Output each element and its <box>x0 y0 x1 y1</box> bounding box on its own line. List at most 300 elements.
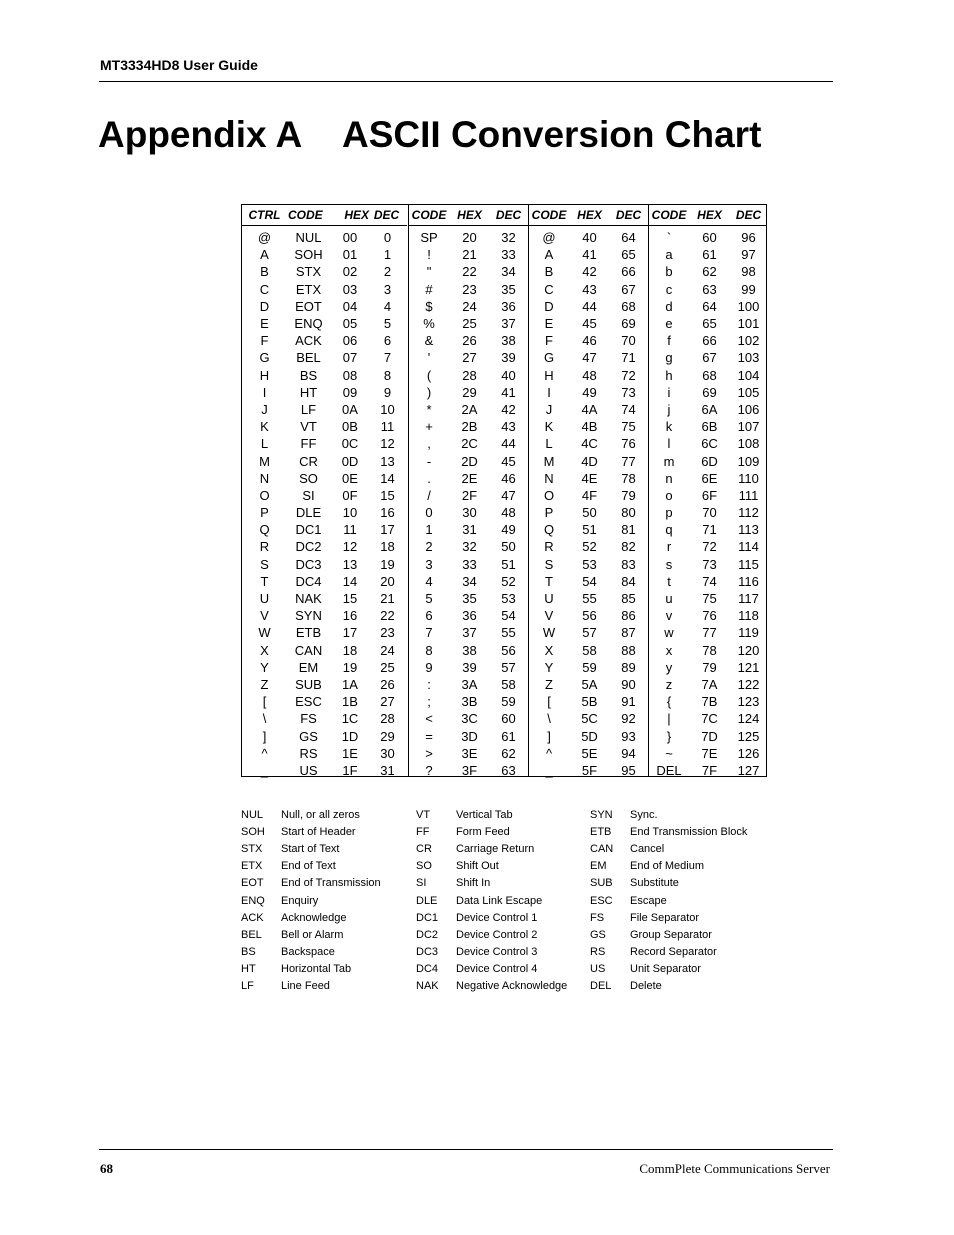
legend-abbreviation: ACK <box>241 911 264 924</box>
dec-cell: 94 <box>621 745 636 761</box>
dec-cell: 40 <box>501 367 516 383</box>
legend-description: Null, or all zeros <box>281 808 360 821</box>
hex-cell: 5C <box>581 711 598 727</box>
hex-cell: 78 <box>702 642 717 658</box>
code-cell: x <box>665 642 673 658</box>
code-cell: g <box>665 350 673 366</box>
code-cell: Y <box>544 659 554 675</box>
code-cell: US <box>299 762 318 778</box>
hex-cell: 05 <box>342 316 358 332</box>
dec-cell: 31 <box>380 762 395 778</box>
dec-cell: 118 <box>738 608 759 624</box>
ctrl-cell: V <box>260 608 269 624</box>
dec-cell: 2 <box>383 264 392 280</box>
hex-cell: 24 <box>462 298 477 314</box>
dec-cell: 25 <box>380 659 395 675</box>
code-cell: - <box>426 453 432 469</box>
page-number: 68 <box>100 1161 113 1176</box>
dec-cell: 37 <box>501 316 516 332</box>
table-row <box>529 710 649 727</box>
table-row <box>649 246 767 263</box>
table-row <box>529 762 649 779</box>
legend-abbreviation: FF <box>416 825 430 838</box>
code-cell: { <box>666 694 672 710</box>
dec-cell: 110 <box>738 470 759 486</box>
hex-cell: 01 <box>342 247 358 263</box>
hex-cell: 79 <box>702 659 717 675</box>
table-row <box>529 401 649 418</box>
ctrl-cell: @ <box>257 230 272 246</box>
legend-abbreviation: RS <box>590 946 606 959</box>
hex-cell: 6A <box>701 401 718 417</box>
legend-item <box>416 806 591 823</box>
hex-cell: 5E <box>581 745 598 761</box>
hex-cell: 29 <box>462 384 477 400</box>
dec-cell: 29 <box>380 728 395 744</box>
code-cell: ETX <box>295 281 322 297</box>
code-cell: d <box>665 298 673 314</box>
dec-cell: 111 <box>738 487 759 503</box>
legend-abbreviation: NAK <box>416 980 439 993</box>
hex-cell: 35 <box>462 591 477 607</box>
table-row <box>529 452 649 469</box>
code-cell: Z <box>545 676 553 692</box>
dec-cell: 92 <box>621 711 636 727</box>
ctrl-cell: Y <box>260 659 269 675</box>
hex-cell: 19 <box>342 659 358 675</box>
code-cell: s <box>665 556 673 572</box>
table-row <box>649 745 767 762</box>
table-row <box>242 332 407 349</box>
dec-cell: 83 <box>621 556 636 572</box>
table-row <box>409 624 529 641</box>
column-group-control <box>242 205 407 776</box>
table-row <box>649 538 767 555</box>
code-cell: / <box>427 487 431 503</box>
legend-abbreviation: ENQ <box>241 894 265 907</box>
table-row <box>649 281 767 298</box>
dec-cell: 113 <box>738 522 759 538</box>
hex-cell: 69 <box>702 384 717 400</box>
legend-abbreviation: ETB <box>590 825 612 838</box>
legend-description: Device Control 1 <box>456 911 538 924</box>
dec-cell: 23 <box>380 625 395 641</box>
dec-cell: 17 <box>380 522 395 538</box>
ctrl-cell: K <box>260 419 269 435</box>
dec-cell: 75 <box>621 419 636 435</box>
table-row <box>242 573 407 590</box>
dec-cell: 64 <box>621 230 636 246</box>
legend-column <box>241 806 416 995</box>
hex-cell: 6D <box>701 453 718 469</box>
dec-cell: 86 <box>621 608 636 624</box>
legend-item <box>590 944 765 961</box>
hex-cell: 4B <box>581 419 598 435</box>
code-cell: l <box>667 436 671 452</box>
hex-cell: 7D <box>701 728 718 744</box>
legend-abbreviation: STX <box>241 842 263 855</box>
code-cell: @ <box>542 230 556 246</box>
hex-cell: 52 <box>582 539 597 555</box>
legend-abbreviation: SUB <box>590 877 613 890</box>
hex-cell: 51 <box>582 522 597 538</box>
dec-cell: 32 <box>501 230 516 246</box>
code-cell: 8 <box>425 642 433 658</box>
hex-cell: 74 <box>702 573 717 589</box>
hex-cell: 0F <box>342 487 358 503</box>
code-cell: K <box>544 419 554 435</box>
hex-cell: 56 <box>582 608 597 624</box>
hex-cell: 28 <box>462 367 477 383</box>
table-row <box>649 504 767 521</box>
dec-cell: 45 <box>501 453 516 469</box>
header-dec: DEC <box>615 208 642 222</box>
hex-cell: 3A <box>461 676 478 692</box>
dec-cell: 60 <box>501 711 516 727</box>
ctrl-cell: Z <box>260 676 269 692</box>
hex-cell: 44 <box>582 298 597 314</box>
header-dec: DEC <box>373 208 400 222</box>
code-cell: M <box>543 453 555 469</box>
code-cell: EOT <box>295 298 322 314</box>
dec-cell: 107 <box>737 419 760 435</box>
ctrl-cell: W <box>258 625 271 641</box>
hex-cell: 0A <box>342 401 358 417</box>
legend-abbreviation: US <box>590 963 606 976</box>
table-body <box>649 226 767 779</box>
legend-item <box>416 944 591 961</box>
table-row <box>409 727 529 744</box>
dec-cell: 30 <box>380 745 395 761</box>
dec-cell: 3 <box>383 281 392 297</box>
dec-cell: 62 <box>501 745 516 761</box>
hex-cell: 6B <box>701 419 718 435</box>
legend-abbreviation: CAN <box>590 842 614 855</box>
hex-cell: 15 <box>342 591 358 607</box>
guide-title: MT3334HD8 User Guide <box>100 57 258 73</box>
table-row <box>649 521 767 538</box>
dec-cell: 49 <box>501 522 516 538</box>
legend-description: End of Transmission <box>281 877 381 890</box>
hex-cell: 0B <box>342 419 358 435</box>
legend-description: Negative Acknowledge <box>456 980 568 993</box>
hex-cell: 1D <box>341 728 359 744</box>
code-cell: NAK <box>295 591 322 607</box>
table-row <box>529 727 649 744</box>
legend-abbreviation: SYN <box>590 808 613 821</box>
code-cell: BS <box>299 367 318 383</box>
hex-cell: 55 <box>582 591 597 607</box>
code-cell: } <box>666 728 672 744</box>
code-cell: a <box>665 247 673 263</box>
legend-item <box>241 978 416 995</box>
code-cell: 7 <box>425 625 433 641</box>
table-row <box>409 470 529 487</box>
hex-cell: 3C <box>461 711 478 727</box>
legend-column <box>590 806 765 995</box>
code-cell: : <box>427 676 431 692</box>
code-cell: L <box>545 436 553 452</box>
dec-cell: 27 <box>380 694 395 710</box>
hex-cell: 0D <box>341 453 359 469</box>
hex-cell: 43 <box>582 281 597 297</box>
dec-cell: 78 <box>621 470 636 486</box>
dec-cell: 104 <box>737 367 760 383</box>
hex-cell: 2B <box>461 419 478 435</box>
hex-cell: 12 <box>342 539 358 555</box>
code-cell: 3 <box>425 556 433 572</box>
ctrl-cell: U <box>259 591 270 607</box>
table-row <box>409 367 529 384</box>
dec-cell: 50 <box>501 539 516 555</box>
legend-description: Shift Out <box>456 860 499 873</box>
column-group-lowercase <box>648 205 767 776</box>
hex-cell: 58 <box>582 642 597 658</box>
hex-cell: 66 <box>702 333 717 349</box>
table-row <box>409 263 529 280</box>
hex-cell: 1B <box>342 694 358 710</box>
legend-description: Device Control 4 <box>456 963 538 976</box>
dec-cell: 85 <box>621 591 636 607</box>
hex-cell: 5B <box>581 694 598 710</box>
table-row <box>409 710 529 727</box>
dec-cell: 24 <box>380 642 395 658</box>
table-row <box>649 676 767 693</box>
hex-cell: 02 <box>342 264 358 280</box>
code-cell: ) <box>426 384 432 400</box>
table-row <box>409 384 529 401</box>
table-row <box>242 745 407 762</box>
dec-cell: 4 <box>383 298 392 314</box>
legend-abbreviation: SOH <box>241 825 265 838</box>
dec-cell: 19 <box>380 556 395 572</box>
dec-cell: 21 <box>380 591 395 607</box>
hex-cell: 03 <box>342 281 358 297</box>
dec-cell: 99 <box>741 281 756 297</box>
ctrl-cell: N <box>259 470 270 486</box>
code-cell: ^ <box>545 745 553 761</box>
code-cell: v <box>665 608 673 624</box>
header-divider <box>99 81 833 82</box>
code-cell: SYN <box>295 608 322 624</box>
dec-cell: 96 <box>741 230 756 246</box>
table-row <box>529 642 649 659</box>
code-cell: 6 <box>425 608 433 624</box>
ctrl-cell: B <box>260 264 269 280</box>
hex-cell: 50 <box>582 505 597 521</box>
dec-cell: 112 <box>738 505 759 521</box>
dec-cell: 74 <box>621 401 636 417</box>
hex-cell: 04 <box>342 298 358 314</box>
dec-cell: 122 <box>737 676 760 692</box>
legend-item <box>416 909 591 926</box>
code-cell: $ <box>425 298 433 314</box>
code-cell: u <box>665 591 673 607</box>
dec-cell: 43 <box>501 419 516 435</box>
dec-cell: 55 <box>501 625 516 641</box>
header-code: CODE <box>651 208 687 222</box>
code-cell: O <box>543 487 555 503</box>
table-row <box>409 642 529 659</box>
legend-description: Carriage Return <box>456 842 535 855</box>
table-row <box>242 487 407 504</box>
legend-item <box>416 875 591 892</box>
dec-cell: 14 <box>380 470 395 486</box>
hex-cell: 3F <box>461 762 478 778</box>
dec-cell: 61 <box>501 728 516 744</box>
hex-cell: 32 <box>462 539 477 555</box>
code-cell: SP <box>420 230 438 246</box>
legend-description: Acknowledge <box>281 911 347 924</box>
code-cell: P <box>544 505 554 521</box>
table-row <box>529 349 649 366</box>
hex-cell: 47 <box>582 350 597 366</box>
code-cell: i <box>667 384 671 400</box>
table-row <box>242 349 407 366</box>
code-cell: c <box>665 281 673 297</box>
dec-cell: 26 <box>380 676 395 692</box>
hex-cell: 18 <box>342 642 358 658</box>
dec-cell: 88 <box>621 642 636 658</box>
code-cell: . <box>427 470 431 486</box>
legend-description: Device Control 3 <box>456 946 538 959</box>
code-cell: ENQ <box>294 316 323 332</box>
table-row <box>529 418 649 435</box>
ctrl-cell: A <box>260 247 269 263</box>
table-row <box>242 624 407 641</box>
hex-cell: 7C <box>701 711 718 727</box>
table-body <box>242 226 407 779</box>
hex-cell: 3D <box>461 728 478 744</box>
legend-item <box>590 806 765 823</box>
table-row <box>242 315 407 332</box>
legend-abbreviation: BEL <box>241 928 262 941</box>
legend-abbreviation: EM <box>590 860 607 873</box>
legend-item <box>590 978 765 995</box>
dec-cell: 89 <box>621 659 636 675</box>
dec-cell: 116 <box>738 573 759 589</box>
code-cell: p <box>665 505 673 521</box>
legend-item <box>241 961 416 978</box>
hex-cell: 7E <box>701 745 718 761</box>
code-cell: ESC <box>295 694 322 710</box>
dec-cell: 44 <box>501 436 516 452</box>
table-row <box>529 246 649 263</box>
hex-cell: 20 <box>462 230 477 246</box>
hex-cell: 67 <box>702 350 717 366</box>
table-row <box>529 693 649 710</box>
appendix-label: Appendix A <box>98 114 303 155</box>
dec-cell: 9 <box>383 384 392 400</box>
table-row <box>409 659 529 676</box>
table-row <box>409 246 529 263</box>
legend-abbreviation: LF <box>241 980 254 993</box>
code-cell: FF <box>300 436 317 452</box>
hex-cell: 61 <box>702 247 717 263</box>
hex-cell: 21 <box>462 247 477 263</box>
legend-item <box>241 840 416 857</box>
dec-cell: 12 <box>380 436 395 452</box>
hex-cell: 4E <box>581 470 598 486</box>
table-row <box>529 624 649 641</box>
table-row <box>409 676 529 693</box>
dec-cell: 70 <box>621 333 636 349</box>
table-row <box>242 693 407 710</box>
table-row <box>409 538 529 555</box>
dec-cell: 91 <box>621 694 636 710</box>
legend-item <box>241 909 416 926</box>
code-cell: r <box>666 539 672 555</box>
dec-cell: 71 <box>621 350 636 366</box>
table-row <box>409 281 529 298</box>
legend-abbreviation: SO <box>416 860 432 873</box>
legend-abbreviation: DEL <box>590 980 612 993</box>
hex-cell: 34 <box>462 573 477 589</box>
table-row <box>409 521 529 538</box>
table-row <box>649 384 767 401</box>
legend-description: Device Control 2 <box>456 928 538 941</box>
hex-cell: 5F <box>581 762 598 778</box>
hex-cell: 60 <box>702 230 717 246</box>
table-row <box>529 745 649 762</box>
table-row <box>649 367 767 384</box>
table-row <box>529 367 649 384</box>
table-row <box>242 401 407 418</box>
legend-description: Data Link Escape <box>456 894 543 907</box>
header-dec: DEC <box>495 208 522 222</box>
code-cell: j <box>667 401 671 417</box>
table-header <box>649 205 767 226</box>
legend-description: End of Text <box>281 860 336 873</box>
table-header <box>409 205 529 226</box>
legend-description: End of Medium <box>630 860 704 873</box>
hex-cell: 4C <box>581 436 598 452</box>
hex-cell: 31 <box>462 522 477 538</box>
dec-cell: 79 <box>621 487 636 503</box>
chart-title: ASCII Conversion Chart <box>342 114 762 155</box>
table-row <box>529 470 649 487</box>
code-cell: 1 <box>425 522 433 538</box>
legend-item <box>241 892 416 909</box>
table-row <box>409 745 529 762</box>
code-cell: 5 <box>425 591 433 607</box>
legend-abbreviation: GS <box>590 928 606 941</box>
legend-item <box>590 892 765 909</box>
code-cell: LF <box>300 401 317 417</box>
table-row <box>409 693 529 710</box>
ctrl-cell: Q <box>259 522 270 538</box>
code-cell: \ <box>547 711 551 727</box>
ctrl-cell: P <box>260 505 269 521</box>
dec-cell: 126 <box>737 745 760 761</box>
header-code: CODE <box>531 208 567 222</box>
hex-cell: 2D <box>461 453 478 469</box>
ctrl-cell: H <box>259 367 270 383</box>
legend-description: Form Feed <box>456 825 510 838</box>
table-row <box>649 298 767 315</box>
hex-cell: 26 <box>462 333 477 349</box>
hex-cell: 38 <box>462 642 477 658</box>
hex-cell: 08 <box>342 367 358 383</box>
table-row <box>649 401 767 418</box>
ctrl-cell: F <box>260 333 269 349</box>
code-cell: n <box>665 470 673 486</box>
dec-cell: 124 <box>737 711 760 727</box>
code-cell: STX <box>295 264 322 280</box>
hex-cell: 42 <box>582 264 597 280</box>
hex-cell: 25 <box>462 316 477 332</box>
table-row <box>409 573 529 590</box>
